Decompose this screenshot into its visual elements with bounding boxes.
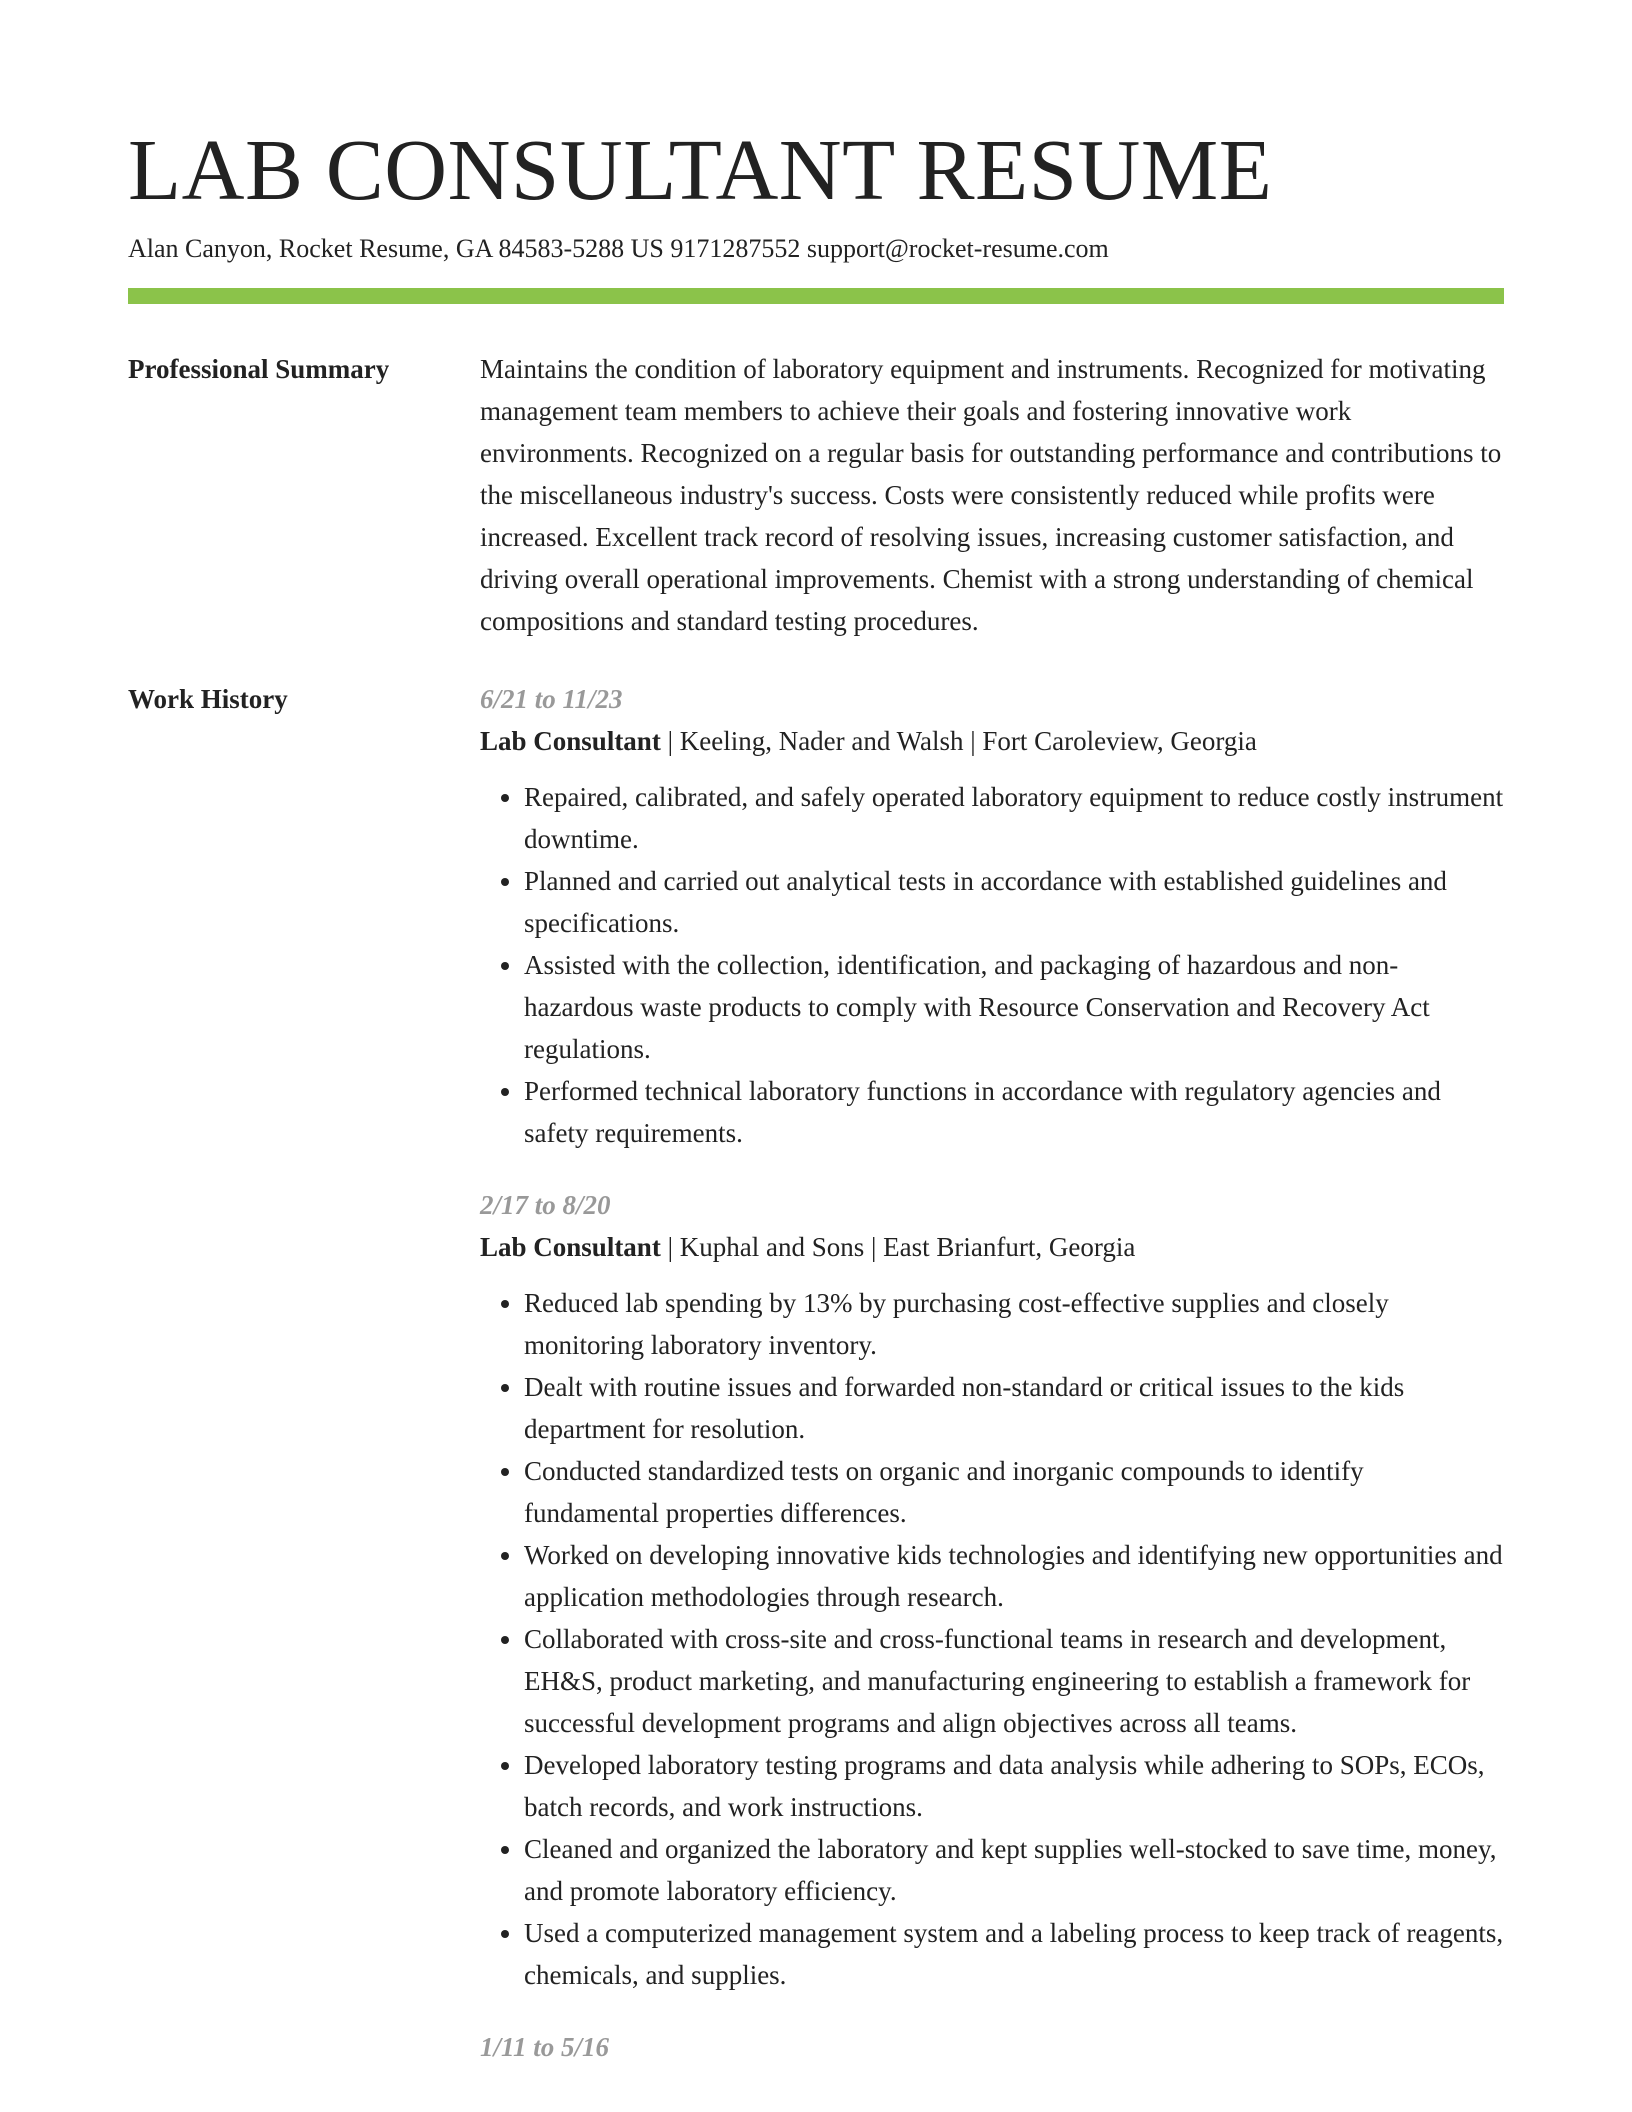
job-bullet: • Planned and carried out analytical tests in accordance with established guidelines and specifications. [524, 860, 1504, 944]
job-dates: 6/21 to 11/23 [480, 684, 623, 714]
resume-title: LAB CONSULTANT RESUME [128, 121, 1273, 218]
job-bullet: • Reduced lab spending by 13% by purchasing cost-effective supplies and closely monitoring laboratory inventory. [524, 1282, 1504, 1366]
job-entry [480, 678, 1504, 1154]
work-history-section [128, 678, 1504, 2068]
section-label-summary: Professional Summary [128, 354, 390, 384]
job-entry [480, 2026, 1504, 2068]
header-divider [128, 288, 1504, 304]
job-dates: 2/17 to 8/20 [480, 1190, 611, 1220]
job-bullet: • Dealt with routine issues and forwarded non-standard or critical issues to the kids department for resolution. [524, 1366, 1504, 1450]
job-bullet: • Used a computerized management system and a labeling process to keep track of reagents, chemicals, and supplies. [524, 1912, 1504, 1996]
job-bullet: • Conducted standardized tests on organic and inorganic compounds to identify fundamental properties differences. [524, 1450, 1504, 1534]
summary-text: Maintains the condition of laboratory equipment and instruments. Recognized for motivating management team members to achieve their goals and fostering innovative work environments. Recognized on a regular basis for outstanding performance and contributions to the miscellaneous industry's success. Costs were consistently reduced while profits were increased. Excellent track record of resolving issues, increasing customer satisfaction, and driving overall operational improvements. Chemist with a strong understanding of chemical compositions and standard testing procedures. [480, 354, 1502, 636]
professional-summary-section [128, 348, 1504, 642]
resume-page [128, 120, 1504, 2068]
job-bullets [480, 776, 1504, 1154]
job-bullet: • Cleaned and organized the laboratory and kept supplies well-stocked to save time, money, and promote laboratory efficiency. [524, 1828, 1504, 1912]
job-title: Lab Consultant [480, 1232, 661, 1262]
job-details: | Keeling, Nader and Walsh | Fort Caroleview, Georgia [660, 726, 1257, 756]
job-bullet: • Worked on developing innovative kids technologies and identifying new opportunities and application methodologies through research. [524, 1534, 1504, 1618]
job-bullet: • Assisted with the collection, identification, and packaging of hazardous and non-hazardous waste products to comply with Resource Conservation and Recovery Act regulations. [524, 944, 1504, 1070]
job-heading [480, 720, 1504, 762]
job-bullet: • Collaborated with cross-site and cross-functional teams in research and development, EH&S, product marketing, and manufacturing engineering to establish a framework for successful development programs and align objectives across all teams. [524, 1618, 1504, 1744]
section-label-work-history: Work History [128, 684, 288, 714]
job-bullet: • Performed technical laboratory functions in accordance with regulatory agencies and safety requirements. [524, 1070, 1504, 1154]
work-history-list [480, 678, 1504, 2068]
job-title: Lab Consultant [480, 726, 661, 756]
contact-line: Alan Canyon, Rocket Resume, GA 84583-5288 US 9171287552 support@rocket-resume.com [128, 234, 1109, 263]
job-bullet: • Repaired, calibrated, and safely operated laboratory equipment to reduce costly instrument downtime. [524, 776, 1504, 860]
job-entry [480, 1184, 1504, 1996]
job-heading [480, 1226, 1504, 1268]
job-bullet: • Developed laboratory testing programs and data analysis while adhering to SOPs, ECOs, batch records, and work instructions. [524, 1744, 1504, 1828]
job-details: | Kuphal and Sons | East Brianfurt, Georgia [660, 1232, 1136, 1262]
job-bullets [480, 1282, 1504, 1996]
job-dates: 1/11 to 5/16 [480, 2032, 610, 2062]
